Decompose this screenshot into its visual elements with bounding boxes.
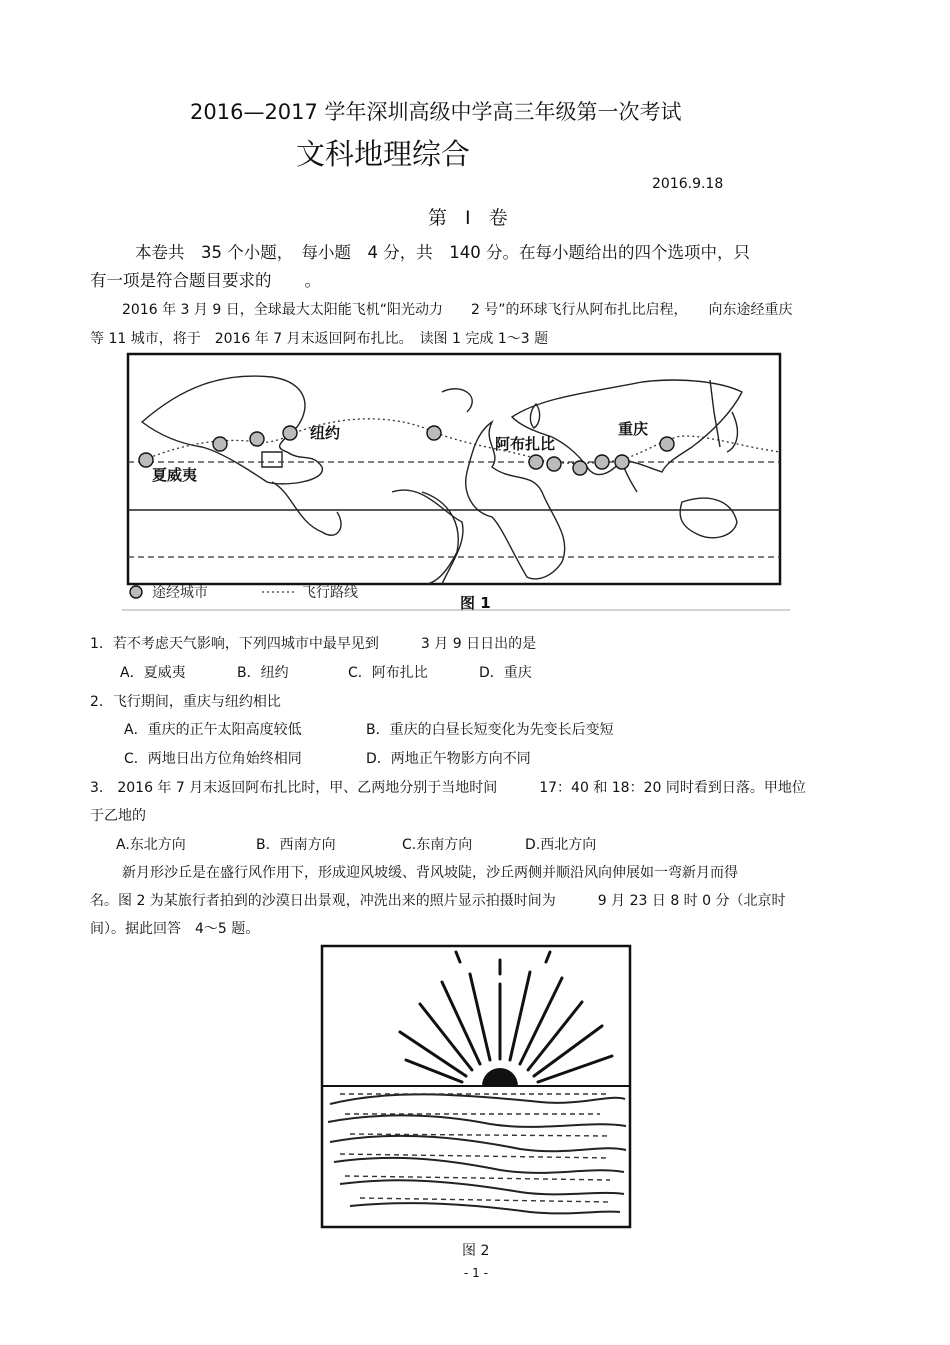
q1-option-c: C．阿布扎比: [348, 665, 428, 681]
city-marker-newyork: [283, 426, 297, 440]
q2-option-d: D．两地正午物影方向不同: [366, 751, 531, 767]
legend-route-label: 飞行路线: [302, 585, 358, 601]
city-marker-3: [427, 426, 441, 440]
city-marker-chongqing: [660, 437, 674, 451]
figure1-caption: 图 1: [460, 594, 491, 612]
city-marker-4: [547, 457, 561, 471]
q3-stem-line1: 3. 2016 年 7 月末返回阿布扎比时，甲、乙两地分别于当地时间 17：40 和 18：20 同时看到日落。甲地位: [90, 780, 806, 796]
q1-option-a: A．夏威夷: [120, 665, 186, 681]
legend-cities-label: 途经城市: [152, 585, 208, 601]
q1-option-d: D．重庆: [479, 665, 532, 681]
exam-date: 2016.9.18: [652, 176, 724, 192]
q1-option-b: B．纽约: [237, 665, 289, 681]
page-number: - 1 -: [464, 1266, 488, 1280]
label-newyork: 纽约: [310, 424, 341, 442]
q2-stem: 2．飞行期间，重庆与纽约相比: [90, 694, 281, 710]
city-marker-7: [615, 455, 629, 469]
q3-option-a: A.东北方向: [116, 837, 186, 853]
city-marker-2: [250, 432, 264, 446]
figure1-world-map: [122, 352, 792, 617]
q3-option-b: B．西南方向: [256, 837, 336, 853]
label-chongqing: 重庆: [618, 420, 649, 438]
part-heading: 第 Ⅰ 卷: [428, 207, 514, 229]
passage1-line2: 等 11 城市，将于 2016 年 7 月末返回阿布扎比。 读图 1 完成 1～3 题: [90, 331, 549, 347]
passage2-line2: 名。图 2 为某旅行者拍到的沙漠日出景观，冲洗出来的照片显示拍摄时间为 9 月 23 日 8 时 0 分（北京时: [90, 893, 786, 909]
city-marker-abudhabi: [529, 455, 543, 469]
q3-option-d: D.西北方向: [525, 837, 597, 853]
legend-city-icon: [130, 586, 142, 598]
q2-option-c: C．两地日出方位角始终相同: [124, 751, 302, 767]
subject-title: 文科地理综合: [296, 137, 471, 171]
exam-title: 2016—2017 学年深圳高级中学高三年级第一次考试: [190, 100, 682, 124]
passage1-line1: 2016 年 3 月 9 日，全球最大太阳能飞机“阳光动力 2 号”的环球飞行从阿布扎比启程， 向东途经重庆: [122, 302, 793, 318]
city-marker-1: [213, 437, 227, 451]
label-abudhabi: 阿布扎比: [495, 435, 556, 453]
city-marker-6: [595, 455, 609, 469]
figure2-caption: 图 2: [462, 1243, 490, 1259]
q1-stem: 1．若不考虑天气影响，下列四城市中最早见到 3 月 9 日日出的是: [90, 636, 537, 652]
city-marker-5: [573, 461, 587, 475]
label-hawaii: 夏威夷: [152, 466, 198, 484]
passage2-line1: 新月形沙丘是在盛行风作用下，形成迎风坡缓、背风坡陡，沙丘两侧并顺沿风向伸展如一弯新月而得: [122, 865, 738, 881]
q2-option-a: A．重庆的正午太阳高度较低: [124, 722, 302, 738]
figure2-desert-sunrise: [320, 944, 632, 1229]
q3-stem-line2: 于乙地的: [90, 808, 146, 824]
instructions-line1: 本卷共 35 个小题， 每小题 4 分，共 140 分。在每小题给出的四个选项中，只: [135, 243, 750, 262]
instructions-line2: 有一项是符合题目要求的 。: [90, 271, 321, 290]
q2-option-b: B．重庆的白昼长短变化为先变长后变短: [366, 722, 614, 738]
city-marker-hawaii: [139, 453, 153, 467]
q3-option-c: C.东南方向: [402, 837, 473, 853]
passage2-line3: 间）。据此回答 4～5 题。: [90, 921, 260, 937]
